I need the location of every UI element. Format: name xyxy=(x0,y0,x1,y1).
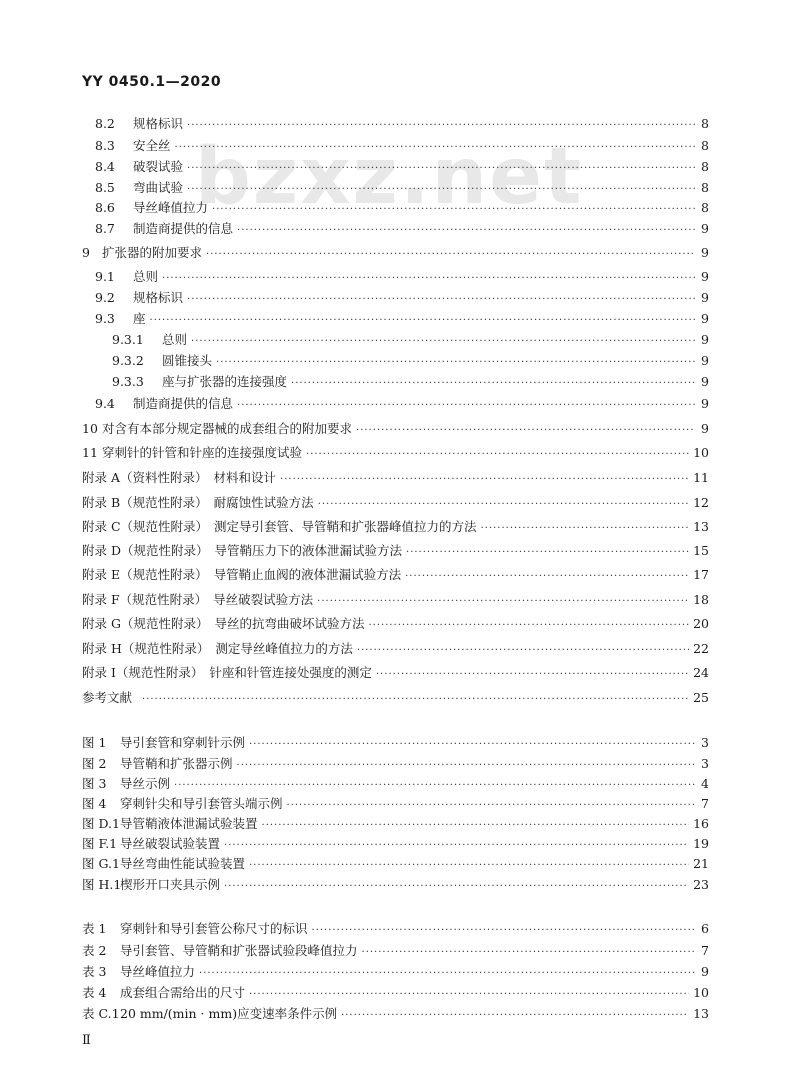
toc-entry[interactable] xyxy=(82,566,709,584)
dot-leader xyxy=(237,757,695,775)
toc-entry-title: 穿刺针的针管和针座的连接强度试验 xyxy=(102,445,303,460)
toc-entry-page-number: 8 xyxy=(701,159,709,174)
tables-entry-page-number: 10 xyxy=(693,985,709,1000)
figures-entry-number: 图 F.1 xyxy=(82,836,118,851)
tables-entry-page-number: 13 xyxy=(693,1006,709,1021)
toc-entry-title: 总则 xyxy=(133,269,159,284)
toc-entry[interactable] xyxy=(82,494,709,512)
figures-entry-number: 图 1 xyxy=(82,735,107,750)
tables-entry-page-number: 6 xyxy=(701,921,709,936)
dot-leader xyxy=(362,944,695,962)
toc-entry-title: 制造商提供的信息 xyxy=(133,221,234,236)
tables-entry[interactable] xyxy=(82,942,709,960)
toc-entry-page-number: 9 xyxy=(701,374,709,389)
figures-entry-title: 导丝破裂试验装置 xyxy=(120,836,221,851)
dot-leader xyxy=(291,375,695,393)
toc-entry-number: 附录 F（规范性附录） xyxy=(82,592,208,607)
toc-entry-page-number: 18 xyxy=(693,592,709,607)
toc-entry[interactable] xyxy=(82,469,709,487)
toc-entry-title: 座 xyxy=(133,311,146,326)
dot-leader xyxy=(317,593,689,611)
dot-leader xyxy=(280,471,689,489)
figures-entry[interactable] xyxy=(82,755,709,773)
toc-entry[interactable] xyxy=(95,220,709,238)
toc-entry-title: 规格标识 xyxy=(133,290,184,305)
tables-entry-number: 表 2 xyxy=(82,943,107,958)
figures-entry-page-number: 23 xyxy=(693,877,709,892)
dot-leader xyxy=(405,568,689,586)
dot-leader xyxy=(191,333,695,351)
figures-entry[interactable] xyxy=(82,835,709,853)
toc-entry-page-number: 17 xyxy=(693,567,709,582)
dot-leader xyxy=(481,520,690,538)
dot-leader xyxy=(356,422,695,440)
dot-leader xyxy=(216,354,695,372)
dot-leader xyxy=(187,117,695,135)
figures-entry[interactable] xyxy=(82,876,709,894)
toc-entry-number: 附录 D（规范性附录） xyxy=(82,543,209,558)
toc-entry-title: 耐腐蚀性试验方法 xyxy=(213,495,314,510)
toc-entry-title: 导管鞘止血阀的液体泄漏试验方法 xyxy=(213,567,402,582)
dot-leader xyxy=(199,965,695,983)
toc-entry-page-number: 20 xyxy=(693,616,709,631)
dot-leader xyxy=(376,666,689,684)
figures-entry-number: 图 3 xyxy=(82,776,107,791)
toc-entry-title: 导丝峰值拉力 xyxy=(133,200,209,215)
figures-entry-number: 图 D.1 xyxy=(82,816,120,831)
toc-entry[interactable] xyxy=(112,331,709,349)
toc-entry-number: 9.3.1 xyxy=(112,332,144,347)
tables-entry[interactable] xyxy=(82,920,709,938)
toc-entry[interactable] xyxy=(95,268,709,286)
toc-entry-number: 9.4 xyxy=(95,396,115,411)
tables-entry-page-number: 9 xyxy=(701,964,709,979)
toc-entry-title: 对含有本部分规定器械的成套组合的附加要求 xyxy=(102,421,353,436)
toc-entry-title: 圆锥接头 xyxy=(162,353,213,368)
toc-entry[interactable] xyxy=(82,664,709,682)
figures-entry[interactable] xyxy=(82,734,709,752)
toc-entry-title: 制造商提供的信息 xyxy=(133,396,234,411)
toc-entry-number: 9.1 xyxy=(95,269,115,284)
toc-entry-title: 导管鞘压力下的液体泄漏试验方法 xyxy=(214,543,403,558)
page-number-footer: Ⅱ xyxy=(82,1033,91,1048)
dot-leader xyxy=(187,291,695,309)
dot-leader xyxy=(162,270,695,288)
tables-entry-title: 穿刺针和导引套管公称尺寸的标识 xyxy=(120,921,308,936)
toc-entry[interactable] xyxy=(82,689,709,707)
toc-entry[interactable] xyxy=(95,395,709,413)
figures-entry-page-number: 3 xyxy=(701,735,709,750)
figures-entry-number: 图 2 xyxy=(82,756,107,771)
toc-entry-title: 弯曲试验 xyxy=(133,180,184,195)
toc-entry-number: 附录 G（规范性附录） xyxy=(82,616,209,631)
figures-entry-title: 导管鞘和扩张器示例 xyxy=(120,756,233,771)
dot-leader xyxy=(249,736,695,754)
toc-entry-page-number: 22 xyxy=(693,641,709,656)
toc-entry[interactable] xyxy=(95,199,709,217)
toc-entry-number: 附录 B（规范性附录） xyxy=(82,495,208,510)
dot-leader xyxy=(368,617,689,635)
toc-entry-page-number: 9 xyxy=(701,421,709,436)
toc-entry-title: 导丝的抗弯曲破坏试验方法 xyxy=(214,616,365,631)
figures-entry[interactable] xyxy=(82,795,709,813)
toc-entry[interactable] xyxy=(82,420,709,438)
figures-entry-title: 导引套管和穿刺针示例 xyxy=(120,735,246,750)
toc-entry-number: 8.6 xyxy=(95,200,115,215)
figures-entry[interactable] xyxy=(82,855,709,873)
dot-leader xyxy=(206,246,695,264)
toc-entry-number: 8.3 xyxy=(95,138,115,153)
toc-entry-number: 10 xyxy=(82,421,98,436)
toc-entry[interactable] xyxy=(82,542,709,560)
tables-entry-title: 导引套管、导管鞘和扩张器试验段峰值拉力 xyxy=(120,943,358,958)
figures-entry-title: 导管鞘液体泄漏试验装置 xyxy=(120,816,258,831)
toc-entry-title: 总则 xyxy=(162,332,188,347)
toc-entry-number: 附录 I（规范性附录） xyxy=(82,665,204,680)
standard-number-header: YY 0450.1—2020 xyxy=(82,74,222,90)
toc-entry-page-number: 9 xyxy=(701,245,709,260)
toc-entry[interactable] xyxy=(82,640,709,658)
dot-leader xyxy=(237,222,695,240)
toc-entry[interactable] xyxy=(95,137,709,155)
toc-entry[interactable] xyxy=(95,158,709,176)
tables-entry-title: 导丝峰值拉力 xyxy=(120,964,196,979)
figures-entry[interactable] xyxy=(82,815,709,833)
tables-entry-title: 20 mm/(min · mm)应变速率条件示例 xyxy=(120,1006,338,1021)
dot-leader xyxy=(142,691,689,709)
figures-entry-page-number: 16 xyxy=(693,816,709,831)
toc-entry-page-number: 11 xyxy=(693,470,709,485)
tables-entry-number: 表 4 xyxy=(82,985,107,1000)
dot-leader xyxy=(306,446,689,464)
dot-leader xyxy=(174,777,695,795)
dot-leader xyxy=(237,397,695,415)
dot-leader xyxy=(312,922,695,940)
toc-entry-title: 安全丝 xyxy=(133,138,171,153)
tables-entry-number: 表 C.1 xyxy=(82,1006,120,1021)
toc-entry-number: 9.3.2 xyxy=(112,353,144,368)
toc-entry-page-number: 8 xyxy=(701,138,709,153)
figures-entry-title: 楔形开口夹具示例 xyxy=(120,877,221,892)
toc-entry-number: 附录 E（规范性附录） xyxy=(82,567,208,582)
dot-leader xyxy=(224,837,689,855)
toc-entry-page-number: 9 xyxy=(701,396,709,411)
figures-entry-title: 穿刺针尖和导引套管头端示例 xyxy=(120,796,283,811)
toc-entry[interactable] xyxy=(95,289,709,307)
dot-leader xyxy=(249,857,689,875)
figures-entry-page-number: 4 xyxy=(701,776,709,791)
toc-entry-page-number: 9 xyxy=(701,332,709,347)
figures-entry-page-number: 21 xyxy=(693,856,709,871)
toc-entry[interactable] xyxy=(82,244,709,262)
figures-entry-page-number: 3 xyxy=(701,756,709,771)
tables-entry-title: 成套组合需给出的尺寸 xyxy=(120,985,246,1000)
toc-entry[interactable] xyxy=(112,352,709,370)
dot-leader xyxy=(287,797,695,815)
toc-entry-page-number: 9 xyxy=(701,269,709,284)
figures-entry-title: 导丝弯曲性能试验装置 xyxy=(120,856,246,871)
toc-entry-number: 参考文献 xyxy=(82,690,133,705)
dot-leader xyxy=(175,139,695,157)
toc-entry[interactable] xyxy=(112,373,709,391)
figures-entry-title: 导丝示例 xyxy=(120,776,171,791)
toc-entry-number: 8.5 xyxy=(95,180,115,195)
toc-entry-number: 9.2 xyxy=(95,290,115,305)
watermark: bzxz.net xyxy=(195,132,584,222)
toc-entry-page-number: 13 xyxy=(693,519,709,534)
toc-entry-page-number: 15 xyxy=(693,543,709,558)
toc-entry-page-number: 10 xyxy=(693,445,709,460)
figures-entry[interactable] xyxy=(82,775,709,793)
toc-entry-page-number: 9 xyxy=(701,221,709,236)
dot-leader xyxy=(357,642,689,660)
toc-entry-title: 座与扩张器的连接强度 xyxy=(162,374,288,389)
toc-entry[interactable] xyxy=(95,179,709,197)
tables-entry-number: 表 3 xyxy=(82,964,107,979)
toc-entry-title: 针座和针管连接处强度的测定 xyxy=(209,665,372,680)
tables-entry-page-number: 7 xyxy=(701,943,709,958)
dot-leader xyxy=(318,496,689,514)
toc-entry-title: 材料和设计 xyxy=(213,470,277,485)
toc-entry-title: 破裂试验 xyxy=(133,159,184,174)
toc-entry-title: 扩张器的附加要求 xyxy=(102,245,203,260)
figures-entry-number: 图 H.1 xyxy=(82,877,122,892)
dot-leader xyxy=(341,1007,689,1025)
toc-entry[interactable] xyxy=(82,615,709,633)
toc-entry[interactable] xyxy=(95,310,709,328)
tables-entry[interactable] xyxy=(82,984,709,1002)
dot-leader xyxy=(249,986,689,1004)
toc-entry[interactable] xyxy=(82,444,709,462)
dot-leader xyxy=(224,878,689,896)
dot-leader xyxy=(187,181,695,199)
toc-entry-title: 导丝破裂试验方法 xyxy=(213,592,314,607)
figures-entry-number: 图 G.1 xyxy=(82,856,120,871)
toc-entry-number: 11 xyxy=(82,445,98,460)
figures-entry-number: 图 4 xyxy=(82,796,107,811)
tables-entry[interactable] xyxy=(82,1005,709,1023)
toc-entry-number: 8.2 xyxy=(95,116,115,131)
dot-leader xyxy=(212,201,695,219)
toc-entry-number: 8.7 xyxy=(95,221,115,236)
dot-leader xyxy=(150,312,695,330)
toc-entry[interactable] xyxy=(95,115,709,133)
toc-entry-page-number: 8 xyxy=(701,116,709,131)
toc-entry-page-number: 9 xyxy=(701,353,709,368)
figures-entry-page-number: 7 xyxy=(701,796,709,811)
toc-entry-page-number: 8 xyxy=(701,180,709,195)
toc-entry-number: 附录 A（资料性附录） xyxy=(82,470,208,485)
toc-entry[interactable] xyxy=(82,518,709,536)
toc-entry-page-number: 12 xyxy=(693,495,709,510)
toc-entry-number: 附录 C（规范性附录） xyxy=(82,519,209,534)
toc-entry-title: 测定导丝峰值拉力的方法 xyxy=(215,641,353,656)
toc-entry-page-number: 9 xyxy=(701,311,709,326)
dot-leader xyxy=(187,160,695,178)
toc-entry-number: 9.3 xyxy=(95,311,115,326)
tables-entry-number: 表 1 xyxy=(82,921,107,936)
toc-entry-page-number: 24 xyxy=(693,665,709,680)
toc-entry-page-number: 25 xyxy=(693,690,709,705)
toc-entry-number: 9.3.3 xyxy=(112,374,144,389)
tables-entry[interactable] xyxy=(82,963,709,981)
toc-entry-number: 9 xyxy=(82,245,90,260)
figures-entry-page-number: 19 xyxy=(693,836,709,851)
toc-entry-title: 规格标识 xyxy=(133,116,184,131)
toc-entry-page-number: 9 xyxy=(701,290,709,305)
toc-entry[interactable] xyxy=(82,591,709,609)
toc-entry-title: 测定导引套管、导管鞘和扩张器峰值拉力的方法 xyxy=(214,519,477,534)
toc-entry-number: 附录 H（规范性附录） xyxy=(82,641,210,656)
dot-leader xyxy=(262,817,690,835)
toc-entry-page-number: 8 xyxy=(701,200,709,215)
dot-leader xyxy=(406,544,689,562)
toc-entry-number: 8.4 xyxy=(95,159,115,174)
